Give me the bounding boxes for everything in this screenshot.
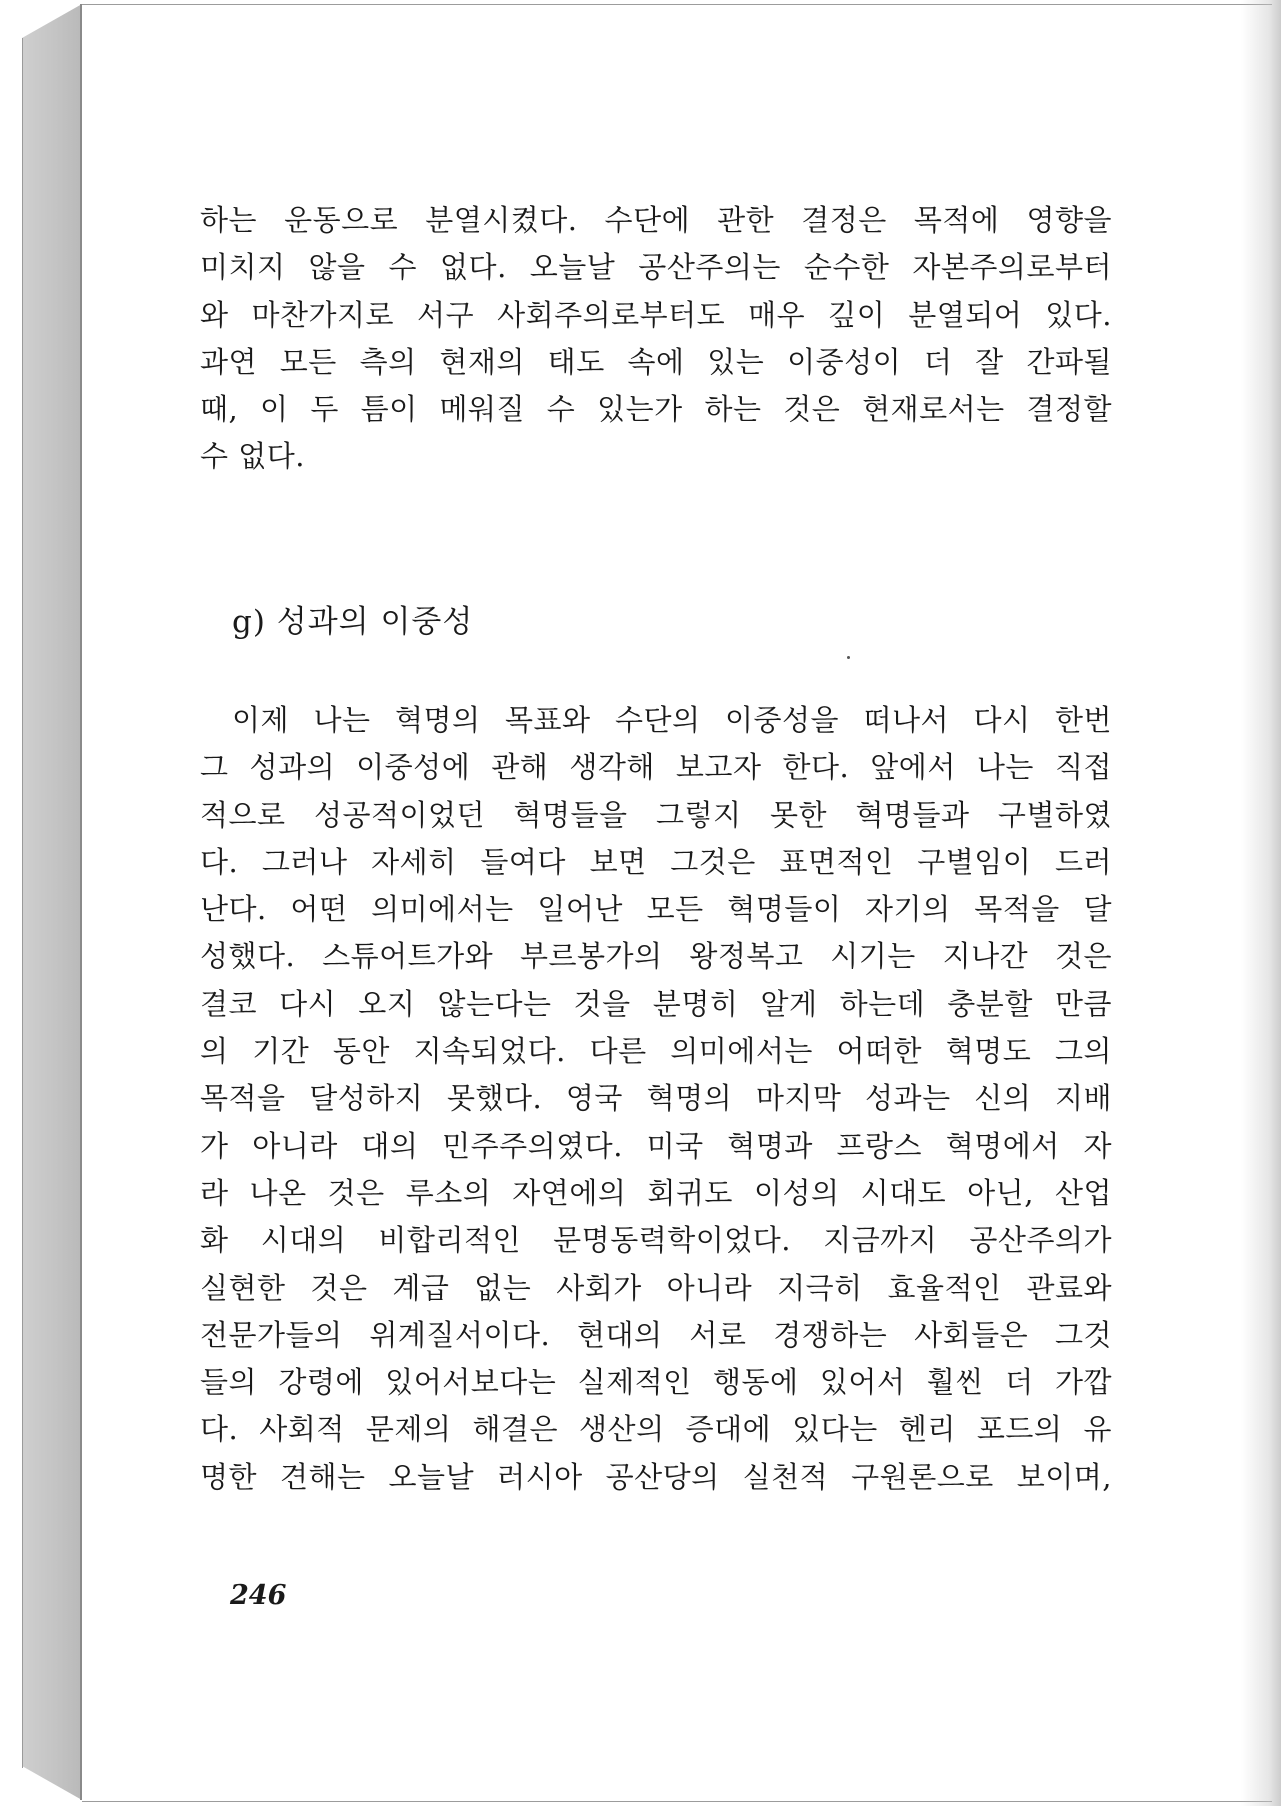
section-heading: g) 성과의 이중성: [232, 604, 474, 640]
paragraph-2-line: 가 아니라 대의 민주주의였다. 미국 혁명과 프랑스 혁명에서 자: [200, 1128, 1112, 1163]
paragraph-1-line: 때, 이 두 틈이 메워질 수 있는가 하는 것은 현재로서는 결정할: [200, 392, 1112, 427]
spine-edge: [80, 4, 82, 1800]
paragraph-2-line: 명한 견해는 오늘날 러시아 공산당의 실천적 구원론으로 보이며,: [200, 1459, 1112, 1494]
paragraph-2-line: 결코 다시 오지 않는다는 것을 분명히 알게 하는데 충분할 만큼: [200, 986, 1112, 1021]
paragraph-2-line: 다. 사회적 문제의 해결은 생산의 증대에 있다는 헨리 포드의 유: [200, 1412, 1112, 1447]
page-edge-shadow: [1241, 0, 1281, 1806]
paragraph-2: [200, 698, 1112, 1502]
paragraph-1-line: 미치지 않을 수 없다. 오늘날 공산주의는 순수한 자본주의로부터: [200, 250, 1112, 285]
paragraph-1: [200, 198, 1112, 482]
paragraph-2-line: 실현한 것은 계급 없는 사회가 아니라 지극히 효율적인 관료와: [200, 1270, 1112, 1305]
paragraph-1-line: 하는 운동으로 분열시켰다. 수단에 관한 결정은 목적에 영향을: [200, 203, 1112, 237]
book-spine: [22, 4, 82, 1800]
paragraph-2-line: 성했다. 스튜어트가와 부르봉가의 왕정복고 시기는 지나간 것은: [200, 939, 1112, 974]
print-speck: [847, 656, 850, 659]
spine-outline: [22, 38, 23, 1768]
paragraph-1-line: 와 마찬가지로 서구 사회주의로부터도 매우 깊이 분열되어 있다.: [200, 297, 1112, 332]
paragraph-1-line: 과연 모든 측의 현재의 태도 속에 있는 이중성이 더 잘 간파될: [200, 344, 1112, 379]
paragraph-2-line: 들의 강령에 있어서보다는 실제적인 행동에 있어서 훨씬 더 가깝: [200, 1365, 1112, 1400]
paragraph-1-line: 수 없다.: [200, 439, 305, 474]
paragraph-2-line: 화 시대의 비합리적인 문명동력학이었다. 지금까지 공산주의가: [200, 1223, 1112, 1258]
paragraph-2-line: 난다. 어떤 의미에서는 일어난 모든 혁명들이 자기의 목적을 달: [200, 892, 1112, 927]
paragraph-2-line: 적으로 성공적이었던 혁명들을 그렇지 못한 혁명들과 구별하였: [200, 797, 1112, 832]
paragraph-2-line: 그 성과의 이중성에 관해 생각해 보고자 한다. 앞에서 나는 직접: [200, 750, 1112, 785]
paragraph-2-line: 다. 그러나 자세히 들여다 보면 그것은 표면적인 구별임이 드러: [200, 844, 1112, 879]
paragraph-2-line: 전문가들의 위계질서이다. 현대의 서로 경쟁하는 사회들은 그것: [200, 1317, 1112, 1352]
paragraph-2-line: 라 나온 것은 루소의 자연에의 회귀도 이성의 시대도 아닌, 산업: [200, 1175, 1112, 1210]
page-number: 246: [230, 1580, 287, 1611]
paragraph-2-line: 이제 나는 혁명의 목표와 수단의 이중성을 떠나서 다시 한번: [232, 703, 1112, 737]
paragraph-2-line: 의 기간 동안 지속되었다. 다른 의미에서는 어떠한 혁명도 그의: [200, 1034, 1112, 1069]
paragraph-2-line: 목적을 달성하지 못했다. 영국 혁명의 마지막 성과는 신의 지배: [200, 1081, 1112, 1116]
